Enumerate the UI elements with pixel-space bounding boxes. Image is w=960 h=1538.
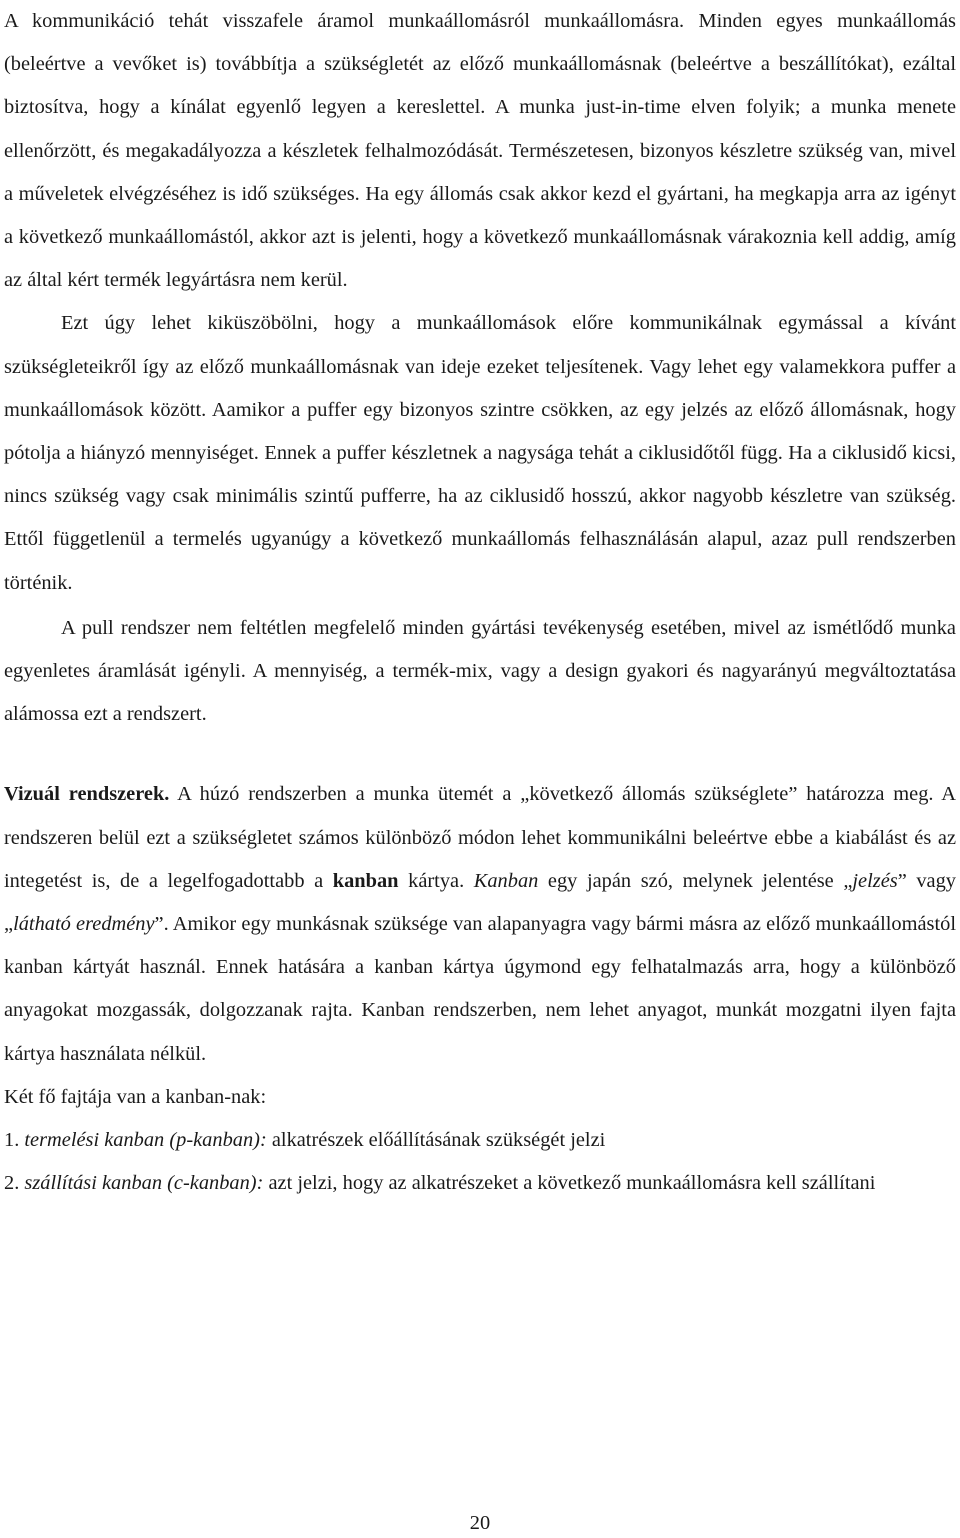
term-jelzes: jelzés	[852, 869, 898, 892]
text-segment: kártya.	[398, 869, 474, 892]
text-segment: ”. Amikor egy munkásnak szüksége van alapanyagra vagy bármi másra az előző munkaállomástól kanban kártyát használ. Ennek hatására a kanban kártya úgymond egy felhatalmazás arra, hogy a különböző anyagokat mozgassák, dolgozzanak rajta. Kanban rendszerben, nem lehet anyagot, munkát mozgatni ilyen fajta kártya használata nélkül.	[4, 913, 956, 1065]
list-number: 2.	[4, 1172, 25, 1195]
paragraph-visual-systems	[4, 773, 956, 1075]
section-heading-visual-systems: Vizuál rendszerek.	[4, 783, 170, 806]
term-lathato-eredmeny: látható eredmény	[13, 913, 155, 936]
paragraph-pull-system: A pull rendszer nem feltétlen megfelelő minden gyártási tevékenység esetében, mivel az ismétlődő munka egyenletes áramlását igényli. A mennyiség, a termék-mix, vagy a design gyakori és nagyarányú megváltoztatása alámossa ezt a rendszert.	[4, 616, 956, 726]
paragraph-kanban-types-intro: Két fő fajtája van a kanban-nak:	[4, 1085, 267, 1108]
list-item	[4, 1162, 956, 1205]
text-segment: ” vagy „	[4, 869, 956, 936]
list-number: 1.	[4, 1129, 25, 1152]
page-number: 20	[469, 1512, 491, 1534]
paragraph-communication: A kommunikáció tehát visszafele áramol munkaállomásról munkaállomásra. Minden egyes munkaállomás (beleértve a vevőket is) továbbítja a szükségletét az előző munkaállomásnak (beleértve a beszállítókat), ezáltal biztosítva, hogy a kínálat egyenlő legyen a kereslettel. A munka just-in-time elven folyik; a munka menete ellenőrzött, és megakadályozza a készletek felhalmozódását. Természetesen, bizonyos készletre szükség van, mivel a műveletek elvégzéséhez is idő szükséges. Ha egy állomás csak akkor kezd el gyártani, ha megkapja arra az igényt a következő munkaállomástól, akkor azt is jelenti, hogy a következő munkaállomásnak várakoznia kell addig, amíg az által kért termék legyártásra nem kerül.	[4, 10, 956, 292]
term-kanban: kanban	[332, 869, 399, 892]
list-text: azt jelzi, hogy az alkatrészeket a következő munkaállomásra kell szállítani	[263, 1172, 876, 1195]
list-text: alkatrészek előállításának szükségét jelzi	[266, 1129, 606, 1152]
term-kanban-italic: Kanban	[473, 869, 539, 892]
page-body	[4, 0, 956, 1205]
paragraph-buffer: Ezt úgy lehet kiküszöbölni, hogy a munkaállomások előre kommunikálnak egymással a kívánt szükségleteikről így az előző munkaállomásnak van ideje ezeket teljesítenek. Vagy lehet egy valamekkora puffer a munkaállomások között. Aamikor a puffer egy bizonyos szintre csökken, az egy jelzés az előző állomásnak, hogy pótolja a hiányzó mennyiséget. Ennek a puffer készletnek a nagysága tehát a ciklusidőtől függ. Ha a ciklusidő kicsi, nincs szükség vagy csak minimális szintű pufferre, ha az ciklusidő hosszú, akkor nagyobb készletre van szükség. Ettől függetlenül a termelés ugyanúgy a következő munkaállomás felhasználásán alapul, azaz pull rendszerben történik.	[4, 312, 956, 594]
list-item	[4, 1119, 956, 1162]
text-segment: A húzó rendszerben a munka ütemét a „következő állomás szükséglete” határozza meg. A rendszeren belül ezt a szükségletet számos különböző módon lehet kommunikálni beleértve ebbe a kiabálást és az integetést is, de a legelfogadottabb a	[4, 783, 956, 892]
list-term: szállítási kanban (c-kanban):	[24, 1172, 264, 1195]
list-term: termelési kanban (p-kanban):	[24, 1129, 267, 1152]
text-segment: egy japán szó, melynek jelentése „	[538, 869, 853, 892]
